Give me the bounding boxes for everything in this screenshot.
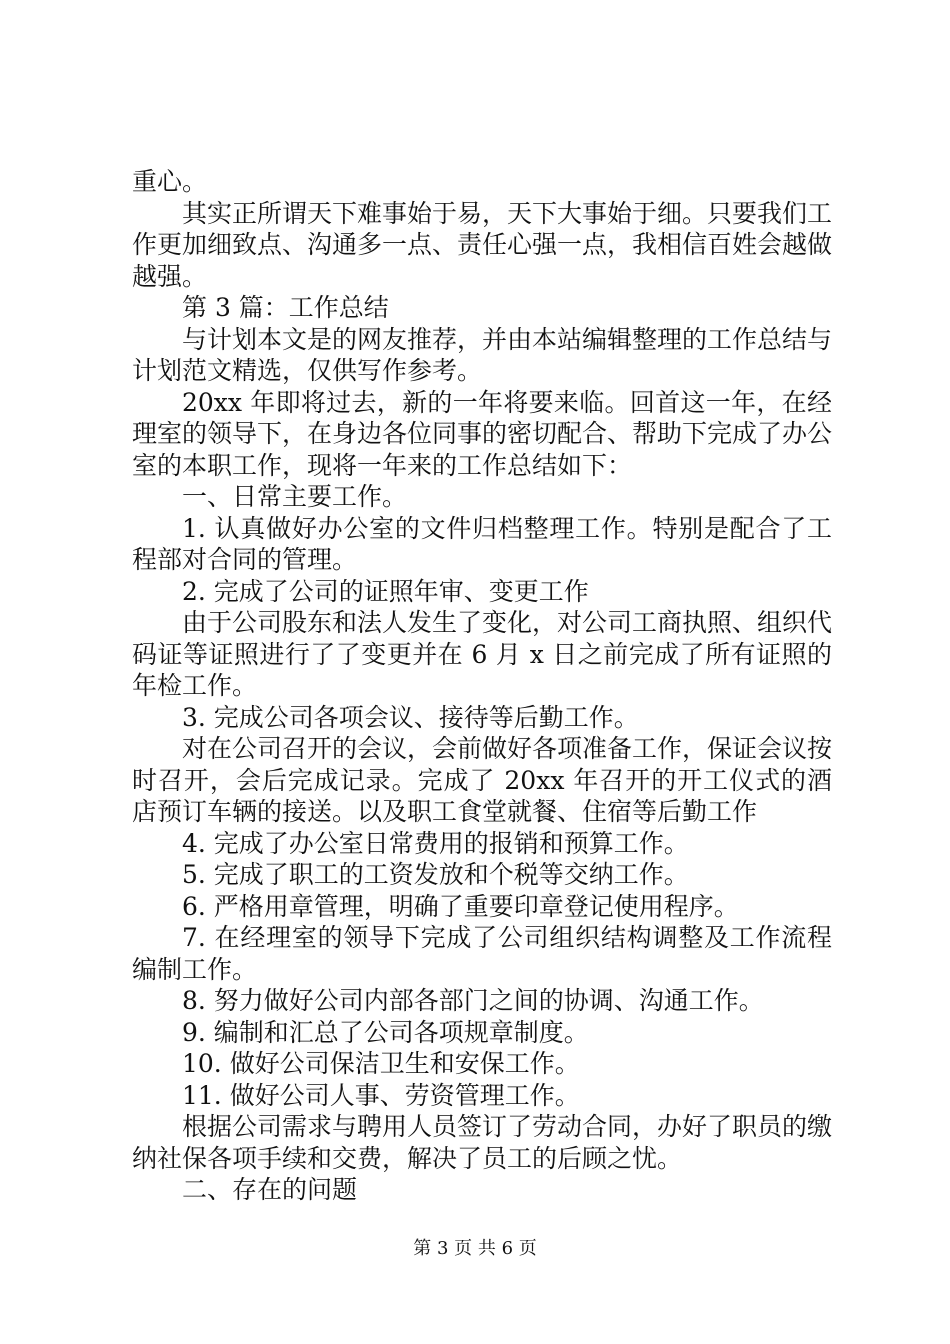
list-item: 3. 完成公司各项会议、接待等后勤工作。 xyxy=(182,702,639,732)
document-body xyxy=(132,166,832,1206)
list-item: 9. 编制和汇总了公司各项规章制度。 xyxy=(182,1017,589,1047)
list-item: 8. 努力做好公司内部各部门之间的协调、沟通工作。 xyxy=(182,986,764,1015)
list-item: 2. 完成了公司的证照年审、变更工作 xyxy=(182,576,589,606)
list-item: 7. 在经理室的领导下完成了公司组织结构调整及工作流程编制工作。 xyxy=(132,923,832,984)
paragraph: 20xx 年即将过去，新的一年将要来临。回首这一年，在经理室的领导下，在身边各位同事的密切配合、帮助下完成了办公室的本职工作，现将一年来的工作总结如下： xyxy=(132,387,833,480)
list-item: 5. 完成了职工的工资发放和个税等交纳工作。 xyxy=(182,860,689,889)
paragraph: 对在公司召开的会议，会前做好各项准备工作，保证会议按时召开，会后完成记录。完成了 20xx 年召开的开工仪式的酒店预订车辆的接送。以及职工食堂就餐、住宿等后勤工作 xyxy=(132,734,833,826)
paragraph: 根据公司需求与聘用人员签订了劳动合同，办好了职员的缴纳社保各项手续和交费，解决了员工的后顾之忧。 xyxy=(132,1112,833,1173)
paragraph: 其实正所谓天下难事始于易，天下大事始于细。只要我们工作更加细致点、沟通多一点、责任心强一点，我相信百姓会越做越强。 xyxy=(132,198,833,291)
section-heading: 一、日常主要工作。 xyxy=(182,482,408,511)
paragraph: 由于公司股东和法人发生了变化，对公司工商执照、组织代码证等证照进行了了变更并在 6 月 x 日之前完成了所有证照的年检工作。 xyxy=(132,608,833,700)
page-footer: 第 3 页 共 6 页 xyxy=(413,1238,537,1259)
list-item: 11. 做好公司人事、劳资管理工作。 xyxy=(182,1080,580,1110)
paragraph: 与计划本文是的网友推荐，并由本站编辑整理的工作总结与计划范文精选，仅供写作参考。 xyxy=(132,324,833,385)
list-item: 6. 严格用章管理，明确了重要印章登记使用程序。 xyxy=(182,891,739,921)
paragraph: 重心。 xyxy=(132,167,208,196)
section-heading: 二、存在的问题 xyxy=(182,1175,358,1204)
list-item: 1. 认真做好办公室的文件归档整理工作。特别是配合了工程部对合同的管理。 xyxy=(132,513,832,574)
list-item: 4. 完成了办公室日常费用的报销和预算工作。 xyxy=(182,828,689,858)
section-heading: 第 3 篇：工作总结 xyxy=(182,293,389,322)
list-item: 10. 做好公司保洁卫生和安保工作。 xyxy=(182,1049,580,1078)
